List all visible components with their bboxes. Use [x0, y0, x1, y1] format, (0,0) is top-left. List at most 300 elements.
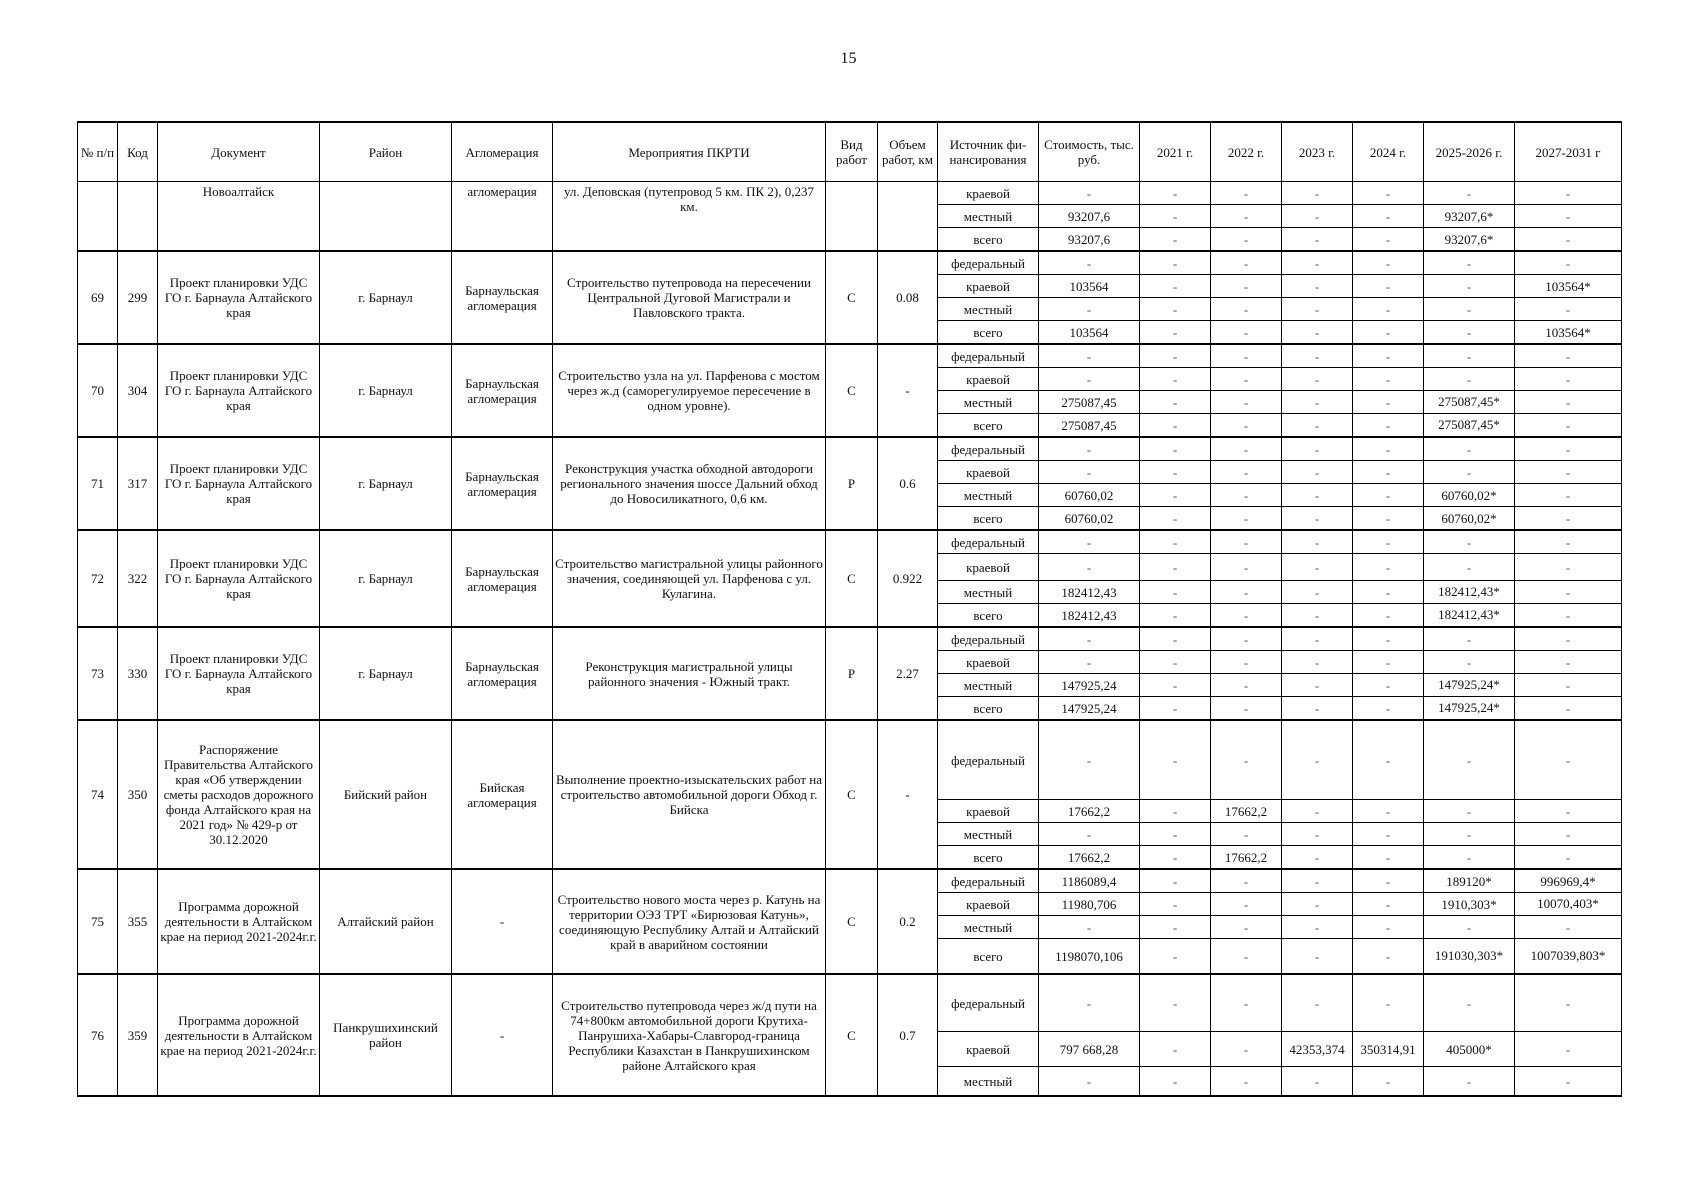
funding-source-cell: федеральный — [938, 251, 1039, 275]
year-value-cell: - — [1424, 651, 1515, 674]
year-value-cell: - — [1211, 604, 1282, 628]
year-value-cell: - — [1140, 275, 1211, 298]
year-value-cell: - — [1353, 461, 1424, 484]
cost-cell: 17662,2 — [1039, 846, 1140, 870]
agglomeration-cell: - — [452, 974, 553, 1096]
year-value-cell: 17662,2 — [1211, 846, 1282, 870]
year-value-cell: - — [1424, 554, 1515, 581]
year-value-cell: - — [1140, 720, 1211, 800]
table-row — [78, 720, 1622, 800]
measure-cell: Реконструкция магистральной улицы районного значения - Южный тракт. — [553, 627, 826, 720]
year-value-cell: - — [1424, 974, 1515, 1032]
year-value-cell: - — [1353, 651, 1424, 674]
header-cell: Код — [118, 122, 158, 182]
table-row — [78, 627, 1622, 651]
district-cell: г. Барнаул — [320, 344, 452, 437]
year-value-cell: - — [1353, 484, 1424, 507]
year-value-cell: - — [1140, 228, 1211, 252]
funding-source-cell: федеральный — [938, 344, 1039, 368]
year-value-cell: - — [1282, 391, 1353, 414]
funding-source-cell: всего — [938, 604, 1039, 628]
year-value-cell: 275087,45* — [1424, 391, 1515, 414]
year-value-cell: 189120* — [1424, 869, 1515, 893]
table-row — [78, 344, 1622, 368]
measure-cell: Строительство путепровода на пересечении Центральной Дуговой Магистрали и Павловского тракта. — [553, 251, 826, 344]
table-row — [78, 437, 1622, 461]
year-value-cell: - — [1282, 916, 1353, 939]
year-value-cell: - — [1282, 974, 1353, 1032]
year-value-cell: 93207,6* — [1424, 205, 1515, 228]
cost-cell: 147925,24 — [1039, 697, 1140, 721]
code-cell: 304 — [118, 344, 158, 437]
year-value-cell: - — [1282, 651, 1353, 674]
cost-cell: - — [1039, 368, 1140, 391]
year-value-cell: - — [1211, 554, 1282, 581]
year-value-cell: - — [1140, 298, 1211, 321]
year-value-cell: - — [1515, 484, 1622, 507]
volume-cell: 0.08 — [878, 251, 938, 344]
year-value-cell: - — [1211, 627, 1282, 651]
cost-cell: 60760,02 — [1039, 484, 1140, 507]
year-value-cell: - — [1353, 939, 1424, 975]
row-number-cell: 73 — [78, 627, 118, 720]
year-value-cell: - — [1424, 344, 1515, 368]
year-value-cell: - — [1211, 275, 1282, 298]
funding-source-cell: местный — [938, 581, 1039, 604]
year-value-cell: - — [1211, 916, 1282, 939]
funding-source-cell: всего — [938, 939, 1039, 975]
year-value-cell: - — [1211, 530, 1282, 554]
year-value-cell: - — [1515, 414, 1622, 438]
document-cell: Новоалтайск — [158, 182, 320, 252]
document-cell: Проект планировки УДС ГО г. Барнаула Алтайского края — [158, 344, 320, 437]
cost-cell: - — [1039, 344, 1140, 368]
year-value-cell: - — [1140, 321, 1211, 345]
district-cell: г. Барнаул — [320, 530, 452, 627]
work-type-cell: С — [826, 344, 878, 437]
document-cell: Проект планировки УДС ГО г. Барнаула Алтайского края — [158, 530, 320, 627]
measure-cell: Строительство узла на ул. Парфенова с мостом через ж.д (саморегулируемое пересечение в одном уровне). — [553, 344, 826, 437]
year-value-cell: - — [1140, 581, 1211, 604]
year-value-cell: - — [1140, 939, 1211, 975]
volume-cell: - — [878, 720, 938, 869]
year-value-cell: - — [1140, 651, 1211, 674]
row-number-cell — [78, 182, 118, 252]
header-cell: Мероприятия ПКРТИ — [553, 122, 826, 182]
year-value-cell: - — [1282, 604, 1353, 628]
funding-source-cell: федеральный — [938, 437, 1039, 461]
year-value-cell: - — [1515, 298, 1622, 321]
cost-cell: 797 668,28 — [1039, 1032, 1140, 1067]
measure-cell: Строительство путепровода через ж/д пути на 74+800км автомобильной дороги Крутиха-Панрушиха-Хабары-Славгород-граница Республики Казахстан в Панкрушихинском районе Алтайского края — [553, 974, 826, 1096]
year-value-cell: - — [1515, 530, 1622, 554]
volume-cell: - — [878, 344, 938, 437]
year-value-cell: - — [1140, 627, 1211, 651]
funding-source-cell: местный — [938, 1067, 1039, 1097]
year-value-cell: - — [1282, 720, 1353, 800]
table-body — [78, 182, 1622, 1097]
code-cell: 317 — [118, 437, 158, 530]
year-value-cell: - — [1282, 627, 1353, 651]
table-row — [78, 182, 1622, 205]
year-value-cell: 42353,374 — [1282, 1032, 1353, 1067]
year-value-cell: - — [1211, 823, 1282, 846]
year-value-cell: - — [1353, 1067, 1424, 1097]
cost-cell: - — [1039, 182, 1140, 205]
year-value-cell: - — [1140, 869, 1211, 893]
work-type-cell: Р — [826, 627, 878, 720]
year-value-cell: - — [1353, 697, 1424, 721]
year-value-cell: - — [1282, 507, 1353, 531]
year-value-cell: - — [1211, 414, 1282, 438]
year-value-cell: - — [1211, 391, 1282, 414]
year-value-cell: 1910,303* — [1424, 893, 1515, 916]
year-value-cell: - — [1211, 939, 1282, 975]
year-value-cell: 182412,43* — [1424, 604, 1515, 628]
year-value-cell: - — [1282, 674, 1353, 697]
year-value-cell: 60760,02* — [1424, 484, 1515, 507]
agglomeration-cell: Барнаульская агломерация — [452, 627, 553, 720]
funding-source-cell: федеральный — [938, 720, 1039, 800]
year-value-cell: - — [1424, 275, 1515, 298]
measure-cell: Выполнение проектно-изыскательских работ на строительство автомобильной дороги Обход г. Бийска — [553, 720, 826, 869]
document-cell: Проект планировки УДС ГО г. Барнаула Алтайского края — [158, 627, 320, 720]
funding-source-cell: местный — [938, 205, 1039, 228]
year-value-cell: - — [1515, 344, 1622, 368]
year-value-cell: - — [1515, 251, 1622, 275]
funding-source-cell: местный — [938, 674, 1039, 697]
year-value-cell: - — [1424, 627, 1515, 651]
header-cell: 2023 г. — [1282, 122, 1353, 182]
year-value-cell: - — [1282, 823, 1353, 846]
year-value-cell: 191030,303* — [1424, 939, 1515, 975]
code-cell: 359 — [118, 974, 158, 1096]
header-cell: Объем работ, км — [878, 122, 938, 182]
cost-cell: 275087,45 — [1039, 414, 1140, 438]
year-value-cell: 103564* — [1515, 275, 1622, 298]
year-value-cell: - — [1353, 437, 1424, 461]
year-value-cell: - — [1353, 321, 1424, 345]
funding-source-cell: местный — [938, 484, 1039, 507]
work-type-cell: С — [826, 251, 878, 344]
year-value-cell: - — [1353, 368, 1424, 391]
work-type-cell: С — [826, 974, 878, 1096]
funding-source-cell: краевой — [938, 893, 1039, 916]
year-value-cell: - — [1140, 414, 1211, 438]
agglomeration-cell: - — [452, 869, 553, 974]
year-value-cell: - — [1353, 391, 1424, 414]
header-cell: 2027-2031 г — [1515, 122, 1622, 182]
cost-cell: - — [1039, 1067, 1140, 1097]
header-cell: Источник фи-нансирования — [938, 122, 1039, 182]
year-value-cell: - — [1282, 251, 1353, 275]
year-value-cell: - — [1211, 368, 1282, 391]
year-value-cell: - — [1282, 1067, 1353, 1097]
funding-source-cell: всего — [938, 228, 1039, 252]
year-value-cell: - — [1353, 627, 1424, 651]
cost-cell: - — [1039, 916, 1140, 939]
year-value-cell: - — [1353, 916, 1424, 939]
year-value-cell: - — [1140, 697, 1211, 721]
year-value-cell: 350314,91 — [1353, 1032, 1424, 1067]
year-value-cell: - — [1353, 974, 1424, 1032]
year-value-cell: - — [1140, 205, 1211, 228]
year-value-cell: - — [1424, 846, 1515, 870]
year-value-cell: - — [1282, 414, 1353, 438]
year-value-cell: 275087,45* — [1424, 414, 1515, 438]
year-value-cell: - — [1140, 437, 1211, 461]
year-value-cell: - — [1515, 1032, 1622, 1067]
year-value-cell: - — [1140, 893, 1211, 916]
code-cell: 330 — [118, 627, 158, 720]
year-value-cell: - — [1515, 823, 1622, 846]
year-value-cell: - — [1211, 228, 1282, 252]
year-value-cell: - — [1353, 530, 1424, 554]
year-value-cell: - — [1140, 530, 1211, 554]
document-cell: Программа дорожной деятельности в Алтайском крае на период 2021-2024г.г. — [158, 974, 320, 1096]
cost-cell: 17662,2 — [1039, 800, 1140, 823]
year-value-cell: - — [1211, 893, 1282, 916]
year-value-cell: - — [1515, 674, 1622, 697]
year-value-cell: 182412,43* — [1424, 581, 1515, 604]
year-value-cell: - — [1282, 298, 1353, 321]
year-value-cell: - — [1424, 530, 1515, 554]
year-value-cell: - — [1140, 1032, 1211, 1067]
year-value-cell: - — [1211, 182, 1282, 205]
year-value-cell: - — [1515, 205, 1622, 228]
cost-cell: 182412,43 — [1039, 581, 1140, 604]
work-type-cell: С — [826, 869, 878, 974]
cost-cell: 1198070,106 — [1039, 939, 1140, 975]
district-cell: Панкрушихинский район — [320, 974, 452, 1096]
year-value-cell: 996969,4* — [1515, 869, 1622, 893]
year-value-cell: - — [1515, 581, 1622, 604]
measure-cell: Строительство нового моста через р. Катунь на территории ОЭЗ ТРТ «Бирюзовая Катунь», соединяющую Республику Алтай и Алтайский край в аварийном состоянии — [553, 869, 826, 974]
year-value-cell: - — [1282, 893, 1353, 916]
year-value-cell: - — [1515, 461, 1622, 484]
year-value-cell: - — [1424, 720, 1515, 800]
year-value-cell: - — [1515, 368, 1622, 391]
year-value-cell: - — [1282, 869, 1353, 893]
cost-cell: - — [1039, 823, 1140, 846]
volume-cell: 0.922 — [878, 530, 938, 627]
year-value-cell: - — [1515, 720, 1622, 800]
year-value-cell: - — [1424, 321, 1515, 345]
funding-source-cell: местный — [938, 298, 1039, 321]
cost-cell: - — [1039, 720, 1140, 800]
year-value-cell: - — [1282, 275, 1353, 298]
agglomeration-cell: Бийская агломерация — [452, 720, 553, 869]
year-value-cell: - — [1424, 182, 1515, 205]
year-value-cell: - — [1424, 823, 1515, 846]
year-value-cell: - — [1353, 604, 1424, 628]
table-row — [78, 974, 1622, 1032]
year-value-cell: - — [1424, 368, 1515, 391]
year-value-cell: - — [1140, 507, 1211, 531]
year-value-cell: - — [1211, 437, 1282, 461]
row-number-cell: 70 — [78, 344, 118, 437]
row-number-cell: 71 — [78, 437, 118, 530]
document-cell: Проект планировки УДС ГО г. Барнаула Алтайского края — [158, 437, 320, 530]
table-row — [78, 869, 1622, 893]
year-value-cell: - — [1515, 846, 1622, 870]
cost-cell: - — [1039, 554, 1140, 581]
cost-cell: - — [1039, 974, 1140, 1032]
year-value-cell: - — [1353, 800, 1424, 823]
year-value-cell: - — [1515, 974, 1622, 1032]
year-value-cell: - — [1353, 507, 1424, 531]
funding-source-cell: краевой — [938, 800, 1039, 823]
cost-cell: - — [1039, 298, 1140, 321]
funding-source-cell: федеральный — [938, 974, 1039, 1032]
header-cell: Район — [320, 122, 452, 182]
year-value-cell: - — [1211, 869, 1282, 893]
cost-cell: 11980,706 — [1039, 893, 1140, 916]
funding-source-cell: всего — [938, 507, 1039, 531]
year-value-cell: - — [1353, 414, 1424, 438]
row-number-cell: 74 — [78, 720, 118, 869]
year-value-cell: - — [1353, 720, 1424, 800]
year-value-cell: - — [1424, 1067, 1515, 1097]
year-value-cell: - — [1353, 869, 1424, 893]
cost-cell: - — [1039, 530, 1140, 554]
year-value-cell: - — [1140, 251, 1211, 275]
year-value-cell: - — [1282, 484, 1353, 507]
year-value-cell: - — [1515, 182, 1622, 205]
year-value-cell: - — [1140, 182, 1211, 205]
measure-cell: Строительство магистральной улицы районного значения, соединяющей ул. Парфенова с ул. Кулагина. — [553, 530, 826, 627]
year-value-cell: - — [1282, 344, 1353, 368]
year-value-cell: - — [1211, 251, 1282, 275]
year-value-cell: - — [1353, 298, 1424, 321]
year-value-cell: - — [1424, 298, 1515, 321]
year-value-cell: - — [1140, 604, 1211, 628]
year-value-cell: - — [1282, 182, 1353, 205]
funding-source-cell: краевой — [938, 368, 1039, 391]
row-number-cell: 69 — [78, 251, 118, 344]
year-value-cell: - — [1282, 437, 1353, 461]
year-value-cell: - — [1515, 507, 1622, 531]
agglomeration-cell: Барнаульская агломерация — [452, 530, 553, 627]
year-value-cell: - — [1211, 1067, 1282, 1097]
year-value-cell: - — [1353, 275, 1424, 298]
funding-source-cell: краевой — [938, 275, 1039, 298]
funding-source-cell: краевой — [938, 182, 1039, 205]
header-cell: 2022 г. — [1211, 122, 1282, 182]
year-value-cell: - — [1515, 554, 1622, 581]
year-value-cell: - — [1353, 581, 1424, 604]
row-number-cell: 76 — [78, 974, 118, 1096]
year-value-cell: - — [1140, 846, 1211, 870]
funding-source-cell: местный — [938, 916, 1039, 939]
year-value-cell: - — [1282, 205, 1353, 228]
funding-source-cell: федеральный — [938, 530, 1039, 554]
code-cell: 350 — [118, 720, 158, 869]
year-value-cell: 17662,2 — [1211, 800, 1282, 823]
year-value-cell: - — [1353, 205, 1424, 228]
year-value-cell: - — [1424, 251, 1515, 275]
year-value-cell: - — [1282, 368, 1353, 391]
row-number-cell: 72 — [78, 530, 118, 627]
year-value-cell: - — [1282, 554, 1353, 581]
funding-source-cell: краевой — [938, 461, 1039, 484]
table-header-row — [78, 122, 1622, 182]
work-type-cell: С — [826, 720, 878, 869]
year-value-cell: - — [1211, 321, 1282, 345]
year-value-cell: - — [1140, 823, 1211, 846]
year-value-cell: 147925,24* — [1424, 697, 1515, 721]
table-row — [78, 251, 1622, 275]
cost-cell: - — [1039, 651, 1140, 674]
year-value-cell: - — [1515, 604, 1622, 628]
work-type-cell — [826, 182, 878, 252]
work-type-cell: С — [826, 530, 878, 627]
year-value-cell: - — [1211, 974, 1282, 1032]
volume-cell: 0.2 — [878, 869, 938, 974]
cost-cell: 1186089,4 — [1039, 869, 1140, 893]
year-value-cell: - — [1282, 321, 1353, 345]
year-value-cell: - — [1353, 893, 1424, 916]
year-value-cell: - — [1140, 391, 1211, 414]
year-value-cell: - — [1140, 1067, 1211, 1097]
year-value-cell: 60760,02* — [1424, 507, 1515, 531]
year-value-cell: - — [1515, 697, 1622, 721]
year-value-cell: - — [1211, 344, 1282, 368]
year-value-cell: - — [1211, 674, 1282, 697]
funding-source-cell: всего — [938, 414, 1039, 438]
cost-cell: - — [1039, 627, 1140, 651]
cost-cell: 103564 — [1039, 275, 1140, 298]
work-type-cell: Р — [826, 437, 878, 530]
funding-source-cell: местный — [938, 391, 1039, 414]
year-value-cell: - — [1353, 674, 1424, 697]
agglomeration-cell: агломерация — [452, 182, 553, 252]
cost-cell: 182412,43 — [1039, 604, 1140, 628]
year-value-cell: - — [1211, 1032, 1282, 1067]
year-value-cell: - — [1424, 800, 1515, 823]
year-value-cell: - — [1140, 554, 1211, 581]
year-value-cell: - — [1515, 800, 1622, 823]
header-cell: 2025-2026 г. — [1424, 122, 1515, 182]
year-value-cell: - — [1211, 205, 1282, 228]
district-cell — [320, 182, 452, 252]
funding-source-cell: местный — [938, 823, 1039, 846]
year-value-cell: 1007039,803* — [1515, 939, 1622, 975]
header-cell: 2024 г. — [1353, 122, 1424, 182]
year-value-cell: - — [1353, 344, 1424, 368]
year-value-cell: - — [1211, 651, 1282, 674]
measure-cell: Реконструкция участка обходной автодороги регионального значения шоссе Дальний обход до Новосиликатного, 0,6 км. — [553, 437, 826, 530]
year-value-cell: - — [1353, 228, 1424, 252]
district-cell: г. Барнаул — [320, 251, 452, 344]
row-number-cell: 75 — [78, 869, 118, 974]
funding-source-cell: краевой — [938, 651, 1039, 674]
document-cell: Программа дорожной деятельности в Алтайском крае на период 2021-2024г.г. — [158, 869, 320, 974]
cost-cell: - — [1039, 461, 1140, 484]
year-value-cell: - — [1515, 391, 1622, 414]
cost-cell: 93207,6 — [1039, 228, 1140, 252]
year-value-cell: - — [1515, 627, 1622, 651]
district-cell: Алтайский район — [320, 869, 452, 974]
agglomeration-cell: Барнаульская агломерация — [452, 251, 553, 344]
district-cell: г. Барнаул — [320, 437, 452, 530]
document-cell: Проект планировки УДС ГО г. Барнаула Алтайского края — [158, 251, 320, 344]
cost-cell: - — [1039, 437, 1140, 461]
year-value-cell: - — [1140, 461, 1211, 484]
funding-source-cell: всего — [938, 697, 1039, 721]
year-value-cell: - — [1353, 251, 1424, 275]
funding-source-cell: всего — [938, 321, 1039, 345]
